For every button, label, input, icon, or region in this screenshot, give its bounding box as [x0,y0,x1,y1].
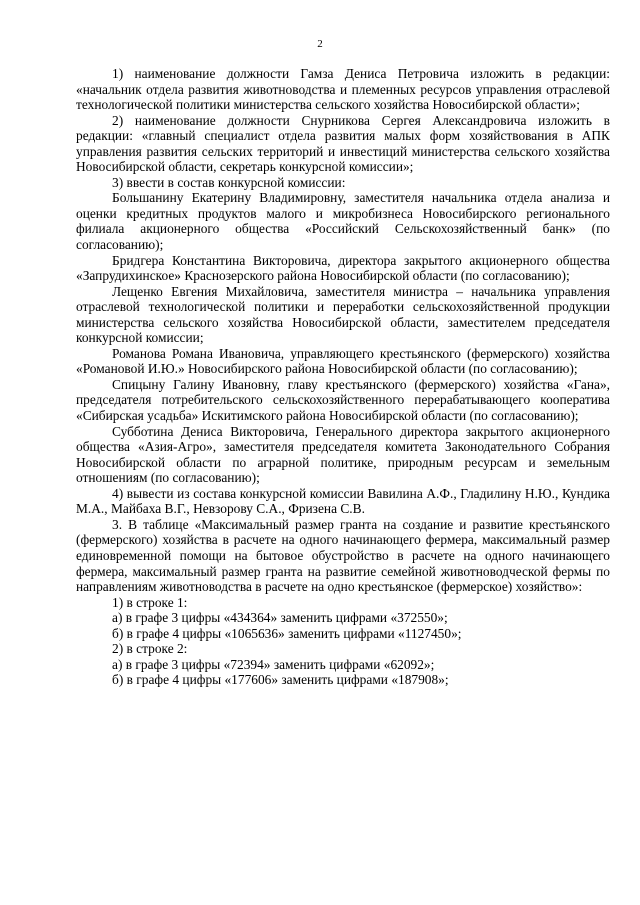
paragraph-13: а) в графе 3 цифры «434364» заменить цифрами «372550»; [112,610,448,626]
paragraph-12: 1) в строке 1: [112,594,188,610]
paragraph-5: Бридгера Константина Викторовича, директора закрытого акционерного общества «Запрудихинское» Краснозерского района Новосибирской области (по согласованию); [76,252,610,284]
paragraph-1: 1) наименование должности Гамза Дениса Петровича изложить в редакции: «начальник отдела развития животноводства и племенных ресурсов управления отраслевой технологической политики министерства сельского хозяйства Новосибирской области»; [76,66,610,113]
paragraph-2: 2) наименование должности Снурникова Сергея Александровича изложить в редакции: «главный специалист отдела развития малых форм хозяйствования в АПК управления развития сельских территорий и инвестиций министерства сельского хозяйства Новосибирской области, секретарь конкурсной комиссии»; [76,112,610,175]
paragraph-4: Большанину Екатерину Владимировну, заместителя начальника отдела анализа и оценки кредитных продуктов малого и микробизнеса Новосибирского регионального филиала акционерного общества «Российский Сельскохозяйственный банк» (по согласованию); [76,190,610,253]
paragraph-7: Романова Романа Ивановича, управляющего крестьянского (фермерского) хозяйства «Романовой И.Ю.» Новосибирского района Новосибирской области (по согласованию); [76,345,610,377]
paragraph-17: б) в графе 4 цифры «177606» заменить цифрами «187908»; [112,672,449,688]
paragraph-14: б) в графе 4 цифры «1065636» заменить цифрами «1127450»; [112,625,462,641]
page-number: 2 [317,38,323,50]
paragraph-16: а) в графе 3 цифры «72394» заменить цифрами «62092»; [112,656,435,672]
paragraph-8: Спицыну Галину Ивановну, главу крестьянского (фермерского) хозяйства «Гана», председателя потребительского сельскохозяйственного перерабатывающего кооператива «Сибирская усадьба» Искитимского района Новосибирской области (по согласованию); [76,376,610,424]
paragraph-11: 3. В таблице «Максимальный размер гранта на создание и развитие крестьянского (фермерского) хозяйства в расчете на одного начинающего фермера, максимальный размер единовременной помощи на бытовое обустройство в расчете на одного начинающего фермера, максимальный размер гранта на развитие семейной животноводческой фермы по направлениям животноводства в расчете на одно крестьянское (фермерское) хозяйство»: [76,516,610,595]
paragraph-10: 4) вывести из состава конкурсной комиссии Вавилина А.Ф., Гладилину Н.Ю., Кундика М.А., Майбаха В.Г., Невзорову С.А., Фризена С.В. [76,485,610,517]
document-body [76,66,610,688]
paragraph-15: 2) в строке 2: [112,641,188,657]
paragraph-3: 3) ввести в состав конкурсной комиссии: [112,174,346,190]
paragraph-9: Субботина Дениса Викторовича, Генерального директора закрытого акционерного общества «Азия-Агро», заместителя председателя комитета Законодательного Собрания Новосибирской области по аграрной политике, природным ресурсам и земельным отношениям (по согласованию); [76,423,610,486]
paragraph-6: Лещенко Евгения Михайловича, заместителя министра – начальника управления отраслевой технологической политики и переработки сельскохозяйственной продукции министерства сельского хозяйства Новосибирской области, заместителем председателя конкурсной комиссии; [76,283,610,346]
